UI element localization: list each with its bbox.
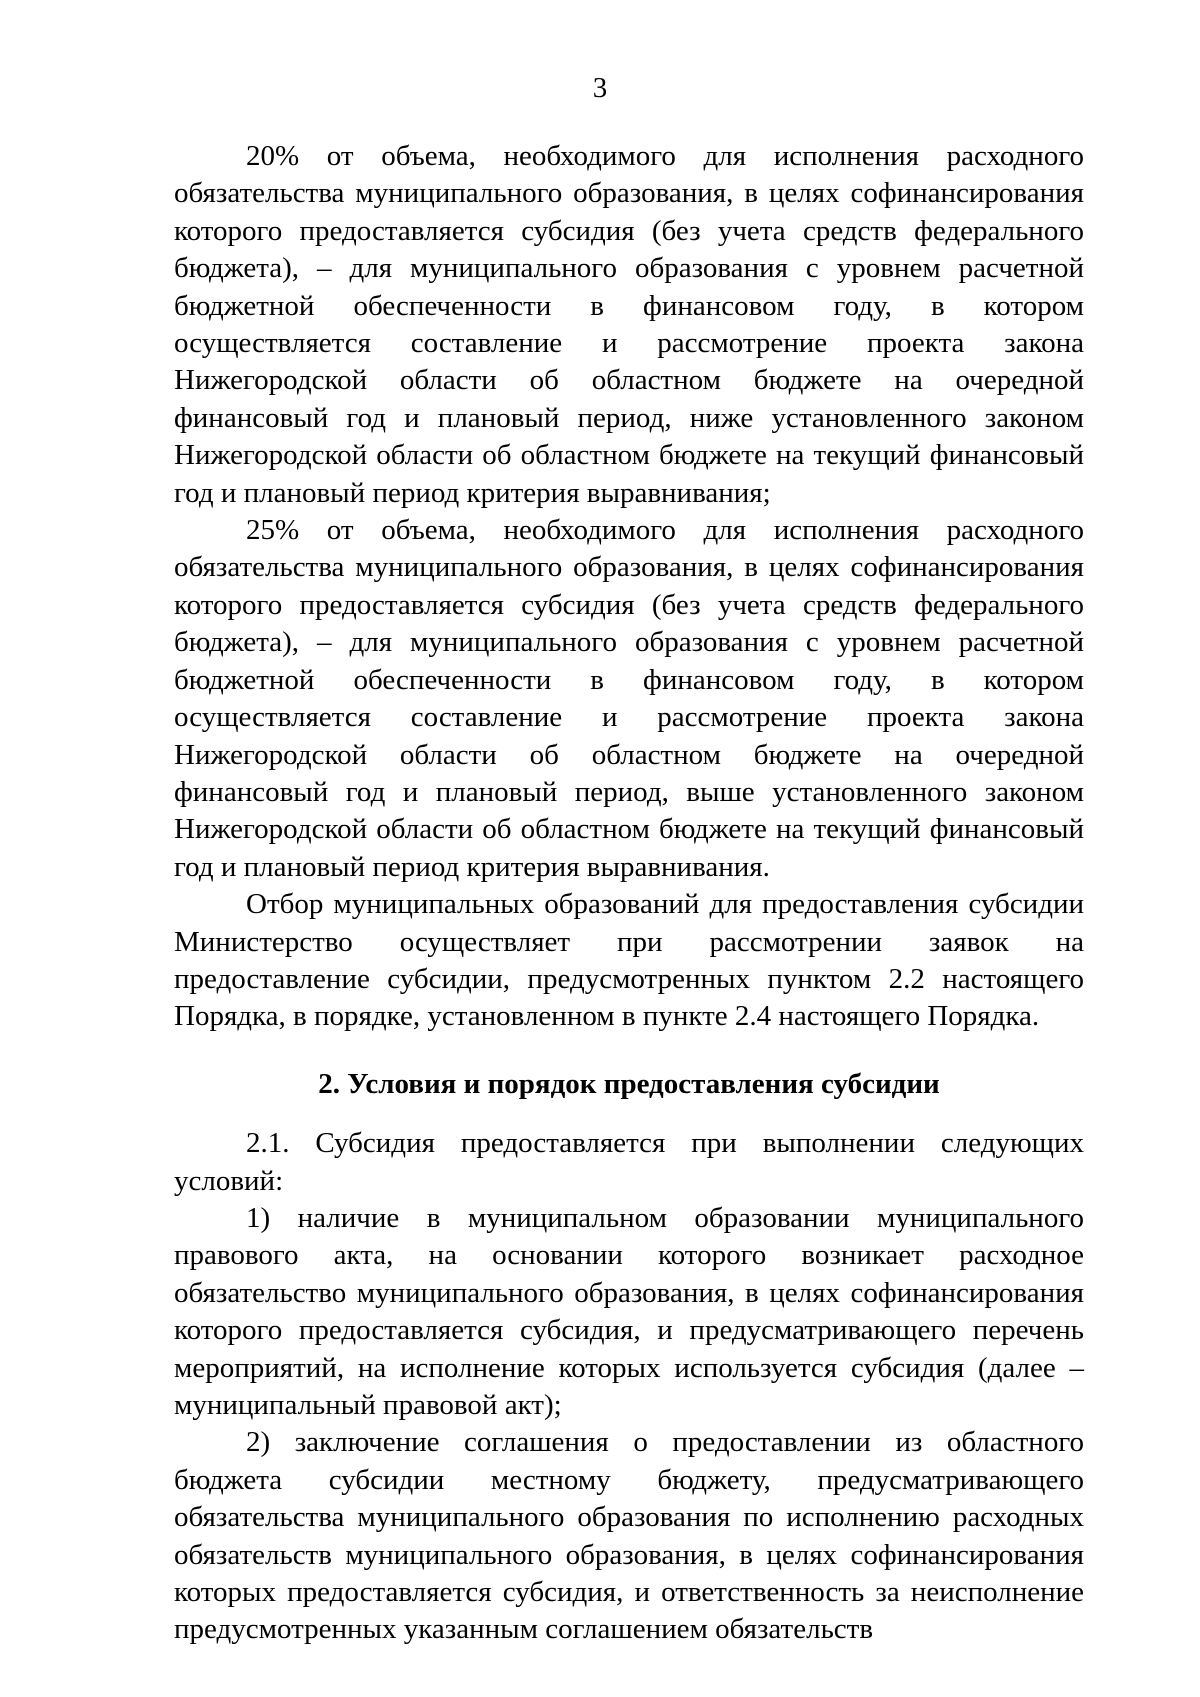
- paragraph-selection: Отбор муниципальных образований для предоставления субсидии Министерство осуществляет при рассмотрении заявок на предоставление субсидии, предусмотренных пунктом 2.2 настоящего Порядка, в порядке, установленном в пункте 2.4 настоящего Порядка.: [174, 888, 1084, 1033]
- paragraph-20-percent: 20% от объема, необходимого для исполнения расходного обязательства муниципального образования, в целях софинансирования которого предоставляется субсидия (без учета средств федерального бюджета), – для муниципального образования с уровнем расчетной бюджетной обеспеченности в финансовом году, в котором осуществляется составление и рассмотрение проекта закона Нижегородской области об областном бюджете на очередной финансовый год и плановый период, ниже установленного законом Нижегородской области об областном бюджете на текущий финансовый год и плановый период критерия выравнивания;: [174, 140, 1084, 509]
- paragraph-2-1: 2.1. Субсидия предоставляется при выполнении следующих условий:: [174, 1127, 1084, 1197]
- document-body: [174, 138, 1084, 1649]
- page-number: 3: [592, 72, 608, 104]
- paragraph-condition-2: 2) заключение соглашения о предоставлении из областного бюджета субсидии местному бюджету, предусматривающего обязательства муниципального образования по исполнению расходных обязательств муниципального образования, в целях софинансирования которых предоставляется субсидия, и ответственность за неисполнение предусмотренных указанным соглашением обязательств: [174, 1426, 1084, 1646]
- paragraph-condition-1: 1) наличие в муниципальном образовании муниципального правового акта, на основании которого возникает расходное обязательство муниципального образования, в целях софинансирования которого предоставляется субсидия, и предусматривающего перечень мероприятий, на исполнение которых используется субсидия (далее – муниципальный правовой акт);: [174, 1201, 1084, 1421]
- section-heading: 2. Условия и порядок предоставления субсидии: [318, 1067, 940, 1100]
- paragraph-25-percent: 25% от объема, необходимого для исполнения расходного обязательства муниципального образования, в целях софинансирования которого предоставляется субсидия (без учета средств федерального бюджета), – для муниципального образования с уровнем расчетной бюджетной обеспеченности в финансовом году, в котором осуществляется составление и рассмотрение проекта закона Нижегородской области об областном бюджете на очередной финансовый год и плановый период, выше установленного законом Нижегородской области об областном бюджете на текущий финансовый год и плановый период критерия выравнивания.: [174, 514, 1084, 883]
